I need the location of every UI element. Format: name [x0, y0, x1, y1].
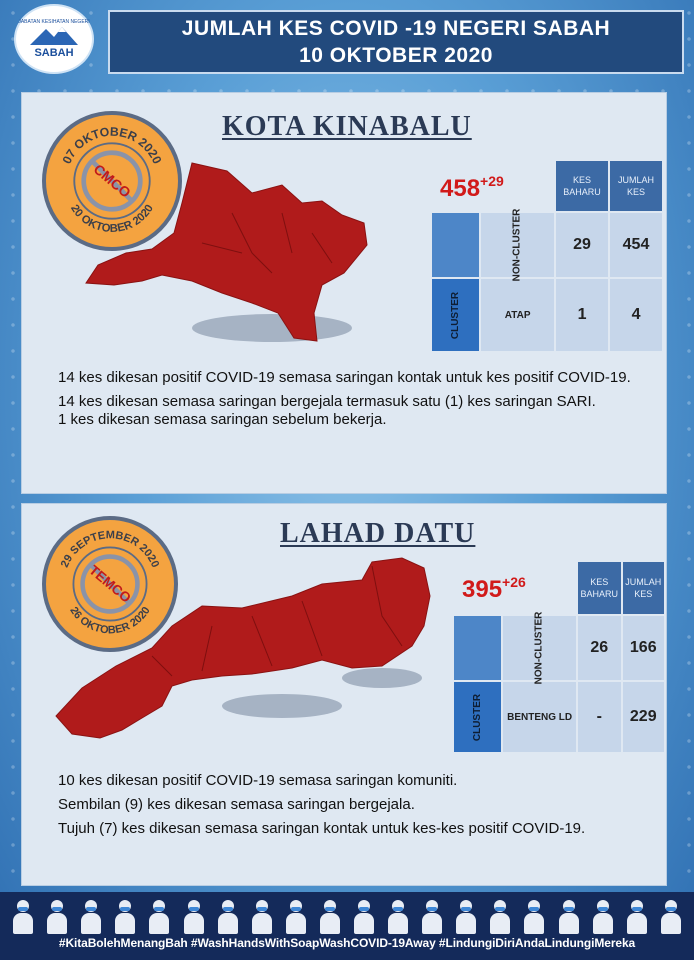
total-delta: +29 [480, 173, 504, 189]
person-icon [250, 900, 274, 934]
hashtags: #KitaBolehMenangBah #WashHandsWithSoapWashCOVID-19Away #LindungiDiriAndaLindungiMereka [58, 936, 636, 950]
person-icon [420, 900, 444, 934]
cluster-name: ATAP [481, 279, 554, 351]
row-side-blank [432, 213, 479, 277]
person-icon [216, 900, 240, 934]
person-icon [522, 900, 546, 934]
logo-small-text: JABATAN KESIHATAN NEGERI [18, 19, 90, 25]
person-icon [625, 900, 649, 934]
cluster-name: BENTENG LD [503, 682, 576, 752]
logo-text: SABAH [34, 47, 74, 59]
person-icon [659, 900, 683, 934]
stamp-center-text: CMCO [90, 160, 134, 201]
row-side-blank [454, 616, 501, 680]
stamp-bottom-text: 20 OKTOBER 2020 [68, 202, 156, 236]
person-icon [147, 900, 171, 934]
table-blank [481, 161, 554, 211]
svg-text:07 OKTOBER 2020 [60, 125, 165, 167]
cell-cluster-new: - [578, 682, 620, 752]
table-blank [454, 562, 501, 614]
cell-non-cluster-new: 26 [578, 616, 620, 680]
cell-cluster-new: 1 [556, 279, 608, 351]
kota-kinabalu-panel [21, 92, 667, 494]
cell-cluster-total: 229 [623, 682, 665, 752]
person-icon [284, 900, 308, 934]
page-title [108, 10, 684, 74]
person-icon [318, 900, 342, 934]
note-item: 14 kes dikesan semasa saringan bergejala termasuk satu (1) kes saringan SARI. [58, 393, 596, 410]
total-value: 458 [440, 175, 481, 202]
total-value: 395 [462, 576, 503, 603]
cell-non-cluster-new: 29 [556, 213, 608, 277]
district-title-kota-kinabalu: KOTA KINABALU [222, 111, 472, 142]
row-label-non-cluster: NON-CLUSTER [481, 213, 554, 277]
row-label-non-cluster: NON-CLUSTER [503, 616, 576, 680]
frontliner-figures [6, 898, 688, 934]
person-icon [113, 900, 137, 934]
person-icon [182, 900, 206, 934]
sabah-health-logo [14, 4, 94, 74]
lahad-datu-panel [21, 503, 667, 886]
col-header-new-cases: KES BAHARU [578, 562, 620, 614]
mountain-icon [28, 25, 80, 47]
person-icon [352, 900, 376, 934]
row-label-cluster: CLUSTER [454, 682, 501, 752]
person-icon [11, 900, 35, 934]
table-blank [432, 161, 479, 211]
district-title-lahad-datu: LAHAD DATU [280, 518, 476, 549]
person-icon [45, 900, 69, 934]
col-header-new-cases: KES BAHARU [556, 161, 608, 211]
row-label-cluster: CLUSTER [432, 279, 479, 351]
title-line-1: JUMLAH KES COVID -19 NEGERI SABAH [181, 17, 611, 40]
lahad-datu-cases-table [452, 560, 666, 754]
cell-non-cluster-total: 166 [623, 616, 665, 680]
person-icon [557, 900, 581, 934]
stamp-bottom-text: 26 OKTOBER 2020 [67, 604, 153, 637]
person-icon [386, 900, 410, 934]
stamp-center-text: TEMCO [86, 562, 134, 606]
stamp-top-text: 29 SEPTEMBER 2020 [58, 529, 162, 570]
kota-kinabalu-cases-table [430, 159, 664, 353]
note-item: 1 kes dikesan semasa saringan sebelum bekerja. [58, 411, 387, 428]
note-item: Sembilan (9) kes dikesan semasa saringan bergejala. [58, 796, 415, 813]
title-line-2: 10 OKTOBER 2020 [299, 44, 493, 67]
person-icon [591, 900, 615, 934]
lahad-datu-notes [58, 772, 658, 844]
col-header-total-cases: JUMLAH KES [623, 562, 665, 614]
temco-stamp [42, 516, 178, 652]
cell-non-cluster-total: 454 [610, 213, 662, 277]
person-icon [79, 900, 103, 934]
note-item: 10 kes dikesan positif COVID-19 semasa saringan komuniti. [58, 772, 458, 789]
note-item: Tujuh (7) kes dikesan semasa saringan kontak untuk kes-kes positif COVID-19. [58, 820, 586, 837]
stamp-top-text: 07 OKTOBER 2020 [59, 124, 165, 167]
cmco-stamp [42, 111, 182, 251]
kota-kinabalu-notes [58, 369, 658, 435]
person-icon [488, 900, 512, 934]
total-delta: +26 [502, 574, 526, 590]
table-blank [503, 562, 576, 614]
cell-cluster-total: 4 [610, 279, 662, 351]
svg-text:29 SEPTEMBER 2020 [59, 529, 161, 569]
note-item: 14 kes dikesan positif COVID-19 semasa saringan kontak untuk kes positif COVID-19. [58, 369, 631, 386]
footer-banner [0, 892, 694, 960]
col-header-total-cases: JUMLAH KES [610, 161, 662, 211]
person-icon [454, 900, 478, 934]
